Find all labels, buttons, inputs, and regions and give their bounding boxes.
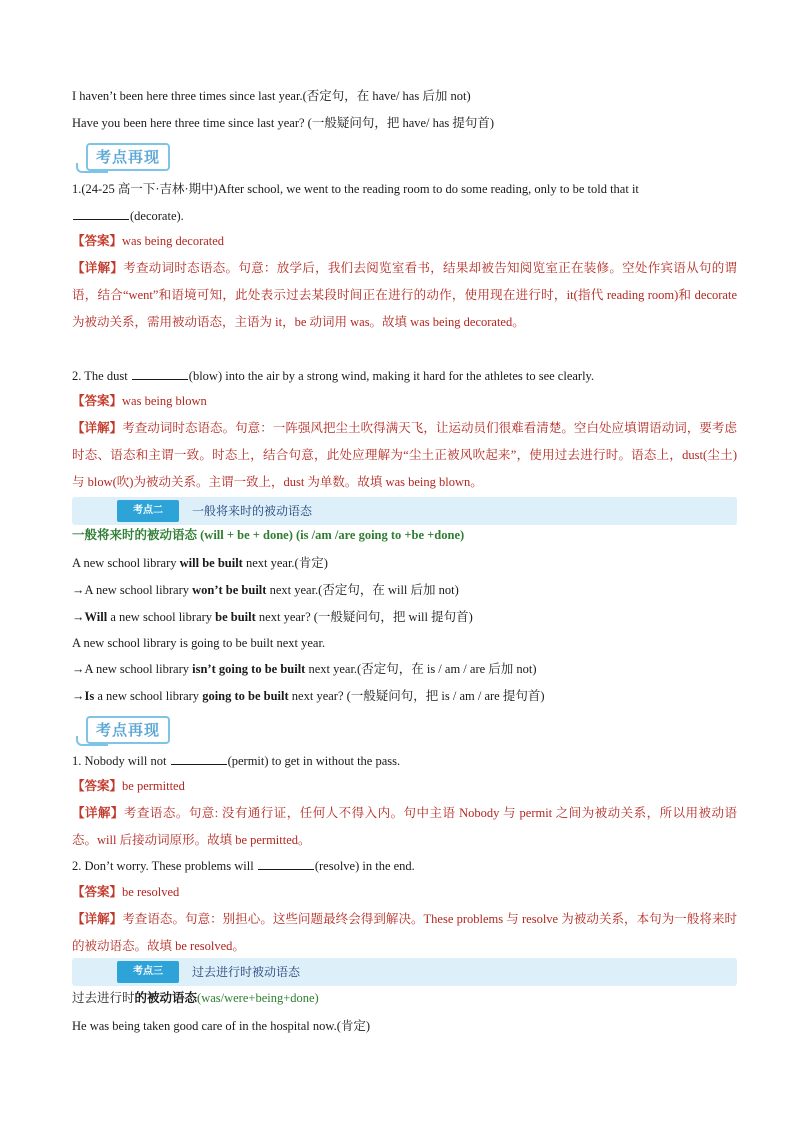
- question-2-answer: [72, 388, 737, 415]
- answer-value: was being blown: [122, 394, 207, 408]
- answer-value: be resolved: [122, 885, 180, 899]
- detail-text: 考查动词时态语态。句意：一阵强风把尘土吹得满天飞，让运动员们很难看清楚。空白处应填谓语动词，要考虑时态、语态和主谓一致。时态上，结合句意，此处应理解为“尘土正被风吹起来”，使用过去进行时。语态上，dust(尘土)与 blow(吹)为被动关系。主谓一致上，dust 为单数。故填 was being blown。: [72, 421, 737, 489]
- answer-label: 【答案】: [72, 234, 123, 248]
- detail-text: 考查语态。句意: 没有通行证，任何人不得入内。句中主语 Nobody 与 permit 之间为被动关系，所以用被动语态。will 后接动词原形。故填 be permitted。: [72, 806, 737, 847]
- question-4-answer: [72, 879, 737, 906]
- section-title: 一般将来时的被动语态: [192, 504, 313, 518]
- bold-text: going to be built: [202, 689, 289, 703]
- question-4-detail: [72, 906, 737, 960]
- future-example-1: [72, 550, 737, 577]
- detail-label: 【详解】: [72, 261, 124, 275]
- future-example-6: [72, 683, 737, 710]
- text: a new school library: [94, 689, 203, 703]
- question-1-detail: [72, 255, 737, 336]
- review-badge-label: 考点再现: [86, 143, 170, 171]
- question-3-answer: [72, 773, 737, 800]
- answer-blank[interactable]: [258, 857, 314, 870]
- question-2-prefix: 2. The dust: [72, 369, 128, 383]
- question-2-hint: (blow) into the air by a strong wind, making it hard for the athletes to see clearly.: [188, 369, 595, 383]
- detail-label: 【详解】: [72, 421, 123, 435]
- answer-value: was being decorated: [122, 234, 225, 248]
- detail-text: 考查动词时态语态。句意：放学后，我们去阅览室看书，结果却被告知阅览室正在装修。空处作宾语从句的谓语，结合“went”和语境可知，此处表示过去某段时间正在进行的动作，使用现在进行时，it(指代 reading room)和 decorate 为被动关系，需用被动语态，主语为 it，be 动词用 was。故填 was being decorated。: [72, 261, 737, 329]
- text: →A new school library: [72, 662, 193, 676]
- text: next year.(肯定): [242, 556, 328, 570]
- bold-text: will be built: [179, 556, 243, 570]
- section-title: 过去进行时被动语态: [192, 965, 301, 979]
- review-badge: [76, 143, 170, 173]
- future-example-5: [72, 656, 737, 683]
- question-3-text: [72, 748, 737, 775]
- bold-text: Will: [84, 610, 108, 624]
- section-bar-future-passive: [72, 497, 737, 525]
- question-1-answer: [72, 228, 737, 255]
- question-1-hint: (decorate).: [130, 209, 184, 223]
- bold-text: be built: [215, 610, 256, 624]
- heading-text: 过去进行时: [72, 991, 135, 1005]
- answer-label: 【答案】: [72, 394, 123, 408]
- answer-label: 【答案】: [72, 885, 123, 899]
- future-example-2: [72, 577, 737, 604]
- answer-blank[interactable]: [132, 367, 188, 380]
- past-passive-heading: [72, 985, 737, 1012]
- bold-text: isn’t going to be built: [192, 662, 306, 676]
- bold-text: Is: [84, 689, 95, 703]
- text: →: [72, 689, 85, 703]
- example-question-perfect: Have you been here three time since last year? (一般疑问句，把 have/ has 提句首): [72, 116, 495, 130]
- question-4-hint: (resolve) in the end.: [314, 859, 415, 873]
- section-bar-past-progressive-passive: [72, 958, 737, 986]
- text: next year.(否定句，在 is / am / are 后加 not): [305, 662, 537, 676]
- question-4-prefix: 2. Don’t worry. These problems will: [72, 859, 254, 873]
- question-4-text: [72, 853, 737, 880]
- bold-text: won’t be built: [192, 583, 267, 597]
- text: next year? (一般疑问句，把 will 提句首): [255, 610, 473, 624]
- text: next year? (一般疑问句，把 is / am / are 提句首): [288, 689, 545, 703]
- question-1-text: 1.(24-25 高一下·吉林·期中)After school, we went to the reading room to do some reading, only to be told that it: [72, 182, 639, 196]
- question-3-detail: [72, 800, 737, 854]
- question-3-hint: (permit) to get in without the pass.: [227, 754, 401, 768]
- example-negative-perfect: I haven’t been here three times since last year.(否定句，在 have/ has 后加 not): [72, 89, 471, 103]
- detail-label: 【详解】: [72, 806, 124, 820]
- text: next year.(否定句，在 will 后加 not): [266, 583, 459, 597]
- answer-blank[interactable]: [73, 207, 129, 220]
- section-tag: 考点二: [117, 500, 179, 522]
- text: →: [72, 610, 85, 624]
- future-example-4: A new school library is going to be built next year.: [72, 636, 326, 650]
- question-1-continued: [72, 203, 737, 230]
- text: →A new school library: [72, 583, 193, 597]
- answer-label: 【答案】: [72, 779, 123, 793]
- review-badge: [76, 716, 170, 746]
- review-badge-label: 考点再现: [86, 716, 170, 744]
- answer-value: be permitted: [122, 779, 185, 793]
- heading-formula: (will + be + done) (is /am /are going to +be +done): [200, 528, 465, 542]
- future-example-3: [72, 604, 737, 631]
- question-3-prefix: 1. Nobody will not: [72, 754, 167, 768]
- question-2-text: [72, 363, 737, 390]
- heading-formula: (was/were+being+done): [197, 991, 319, 1005]
- heading-text: 一般将来时的被动语态: [72, 528, 198, 542]
- answer-blank[interactable]: [171, 752, 227, 765]
- question-2-detail: [72, 415, 737, 496]
- detail-label: 【详解】: [72, 912, 123, 926]
- text: a new school library: [107, 610, 216, 624]
- future-passive-heading: [72, 522, 737, 549]
- detail-text: 考查语态。句意：别担心。这些问题最终会得到解决。These problems 与 resolve 为被动关系，本句为一般将来时的被动语态。故填 be resolved。: [72, 912, 737, 953]
- section-tag: 考点三: [117, 961, 179, 983]
- past-example-1: He was being taken good care of in the hospital now.(肯定): [72, 1019, 371, 1033]
- text: A new school library: [72, 556, 180, 570]
- heading-bold: 的被动语态: [134, 991, 198, 1005]
